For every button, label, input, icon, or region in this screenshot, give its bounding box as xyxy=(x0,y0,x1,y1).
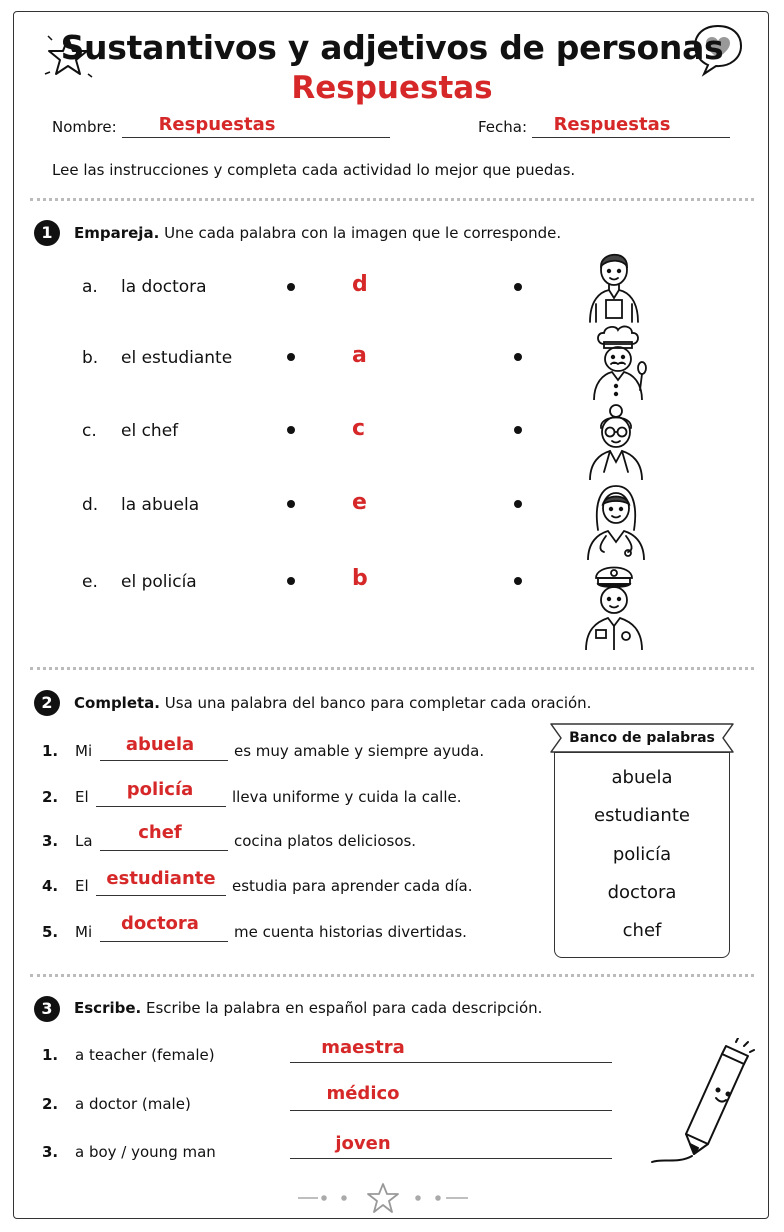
match-answer: e xyxy=(352,490,367,515)
match-dot[interactable] xyxy=(287,500,295,508)
section-number: 2 xyxy=(34,690,60,716)
match-answer: a xyxy=(352,343,367,368)
sentence-start: Mi xyxy=(75,923,93,941)
match-word: el chef xyxy=(121,421,179,441)
bank-word: abuela xyxy=(611,767,673,788)
section-instructions: Escribe. Escribe la palabra en español para cada descripción. xyxy=(74,999,543,1017)
item-number: 3. xyxy=(42,832,59,850)
divider xyxy=(30,198,754,201)
star-icon xyxy=(366,1182,400,1214)
doctor-woman-icon xyxy=(584,480,648,560)
item-number: 2. xyxy=(42,788,59,806)
item-number: 4. xyxy=(42,877,59,895)
page-subtitle: Respuestas xyxy=(291,70,493,106)
item-number: 1. xyxy=(42,1046,59,1064)
description: a teacher (female) xyxy=(75,1046,215,1064)
match-answer: d xyxy=(352,272,368,297)
divider xyxy=(30,667,754,670)
answer-line[interactable] xyxy=(100,941,228,942)
description: a boy / young man xyxy=(75,1143,216,1161)
fill-answer: estudiante xyxy=(106,868,216,889)
match-dot[interactable] xyxy=(514,426,522,434)
answer-line[interactable] xyxy=(100,760,228,761)
answer-line[interactable] xyxy=(96,806,226,807)
item-number: 3. xyxy=(42,1143,59,1161)
item-letter: d. xyxy=(82,495,99,515)
match-dot[interactable] xyxy=(287,283,295,291)
item-number: 5. xyxy=(42,923,59,941)
match-answer: b xyxy=(352,566,368,591)
fill-answer: chef xyxy=(138,822,182,843)
sentence-end: me cuenta historias divertidas. xyxy=(234,923,467,941)
section-number: 1 xyxy=(34,220,60,246)
item-number: 2. xyxy=(42,1095,59,1113)
sentence-start: El xyxy=(75,788,89,806)
date-line xyxy=(532,137,730,138)
answer-line[interactable] xyxy=(100,850,228,851)
item-number: 1. xyxy=(42,742,59,760)
student-boy-icon xyxy=(582,244,646,324)
match-dot[interactable] xyxy=(514,283,522,291)
date-value: Respuestas xyxy=(553,114,671,135)
match-word: la abuela xyxy=(121,495,200,515)
sentence-end: es muy amable y siempre ayuda. xyxy=(234,742,485,760)
item-letter: a. xyxy=(82,277,98,297)
match-dot[interactable] xyxy=(514,500,522,508)
name-line xyxy=(122,137,390,138)
sentence-start: Mi xyxy=(75,742,93,760)
match-dot[interactable] xyxy=(514,353,522,361)
section-instructions: Completa. Usa una palabra del banco para completar cada oración. xyxy=(74,694,592,712)
bank-word: policía xyxy=(612,844,672,865)
item-letter: c. xyxy=(82,421,97,441)
answer-line[interactable] xyxy=(96,895,226,896)
sentence-end: estudia para aprender cada día. xyxy=(232,877,473,895)
answer-line[interactable] xyxy=(290,1158,612,1159)
sentence-end: cocina platos deliciosos. xyxy=(234,832,417,850)
match-word: la doctora xyxy=(121,277,207,297)
sentence-end: lleva uniforme y cuida la calle. xyxy=(232,788,462,806)
fill-answer: doctora xyxy=(121,913,199,934)
bank-word: chef xyxy=(622,920,662,941)
fill-answer: abuela xyxy=(125,734,195,755)
write-answer: maestra xyxy=(321,1037,405,1058)
match-dot[interactable] xyxy=(287,353,295,361)
match-word: el policía xyxy=(121,572,197,592)
section-number: 3 xyxy=(34,996,60,1022)
write-answer: joven xyxy=(335,1133,391,1154)
fill-answer: policía xyxy=(126,779,194,800)
word-bank-title: Banco de palabras xyxy=(569,730,715,746)
write-answer: médico xyxy=(326,1083,400,1104)
item-letter: b. xyxy=(82,348,99,368)
answer-line[interactable] xyxy=(290,1062,612,1063)
pencil-icon xyxy=(648,1038,758,1168)
match-word: el estudiante xyxy=(121,348,233,368)
answer-line[interactable] xyxy=(290,1110,612,1111)
item-letter: e. xyxy=(82,572,98,592)
bank-word: doctora xyxy=(607,882,677,903)
instructions: Lee las instrucciones y completa cada actividad lo mejor que puedas. xyxy=(52,161,576,179)
sentence-start: La xyxy=(75,832,93,850)
chef-icon xyxy=(586,324,650,400)
match-dot[interactable] xyxy=(287,577,295,585)
sentence-start: El xyxy=(75,877,89,895)
match-dot[interactable] xyxy=(287,426,295,434)
description: a doctor (male) xyxy=(75,1095,191,1113)
bank-word: estudiante xyxy=(594,805,690,826)
match-dot[interactable] xyxy=(514,577,522,585)
name-value: Respuestas xyxy=(158,114,276,135)
page-title: Sustantivos y adjetivos de personas xyxy=(60,28,724,67)
divider xyxy=(30,974,754,977)
section-instructions: Empareja. Une cada palabra con la imagen que le corresponde. xyxy=(74,224,562,242)
name-label: Nombre: xyxy=(52,118,117,136)
date-label: Fecha: xyxy=(478,118,528,136)
word-bank xyxy=(554,752,730,958)
grandmother-icon xyxy=(584,402,648,480)
police-officer-icon xyxy=(582,560,646,650)
match-answer: c xyxy=(352,416,366,441)
